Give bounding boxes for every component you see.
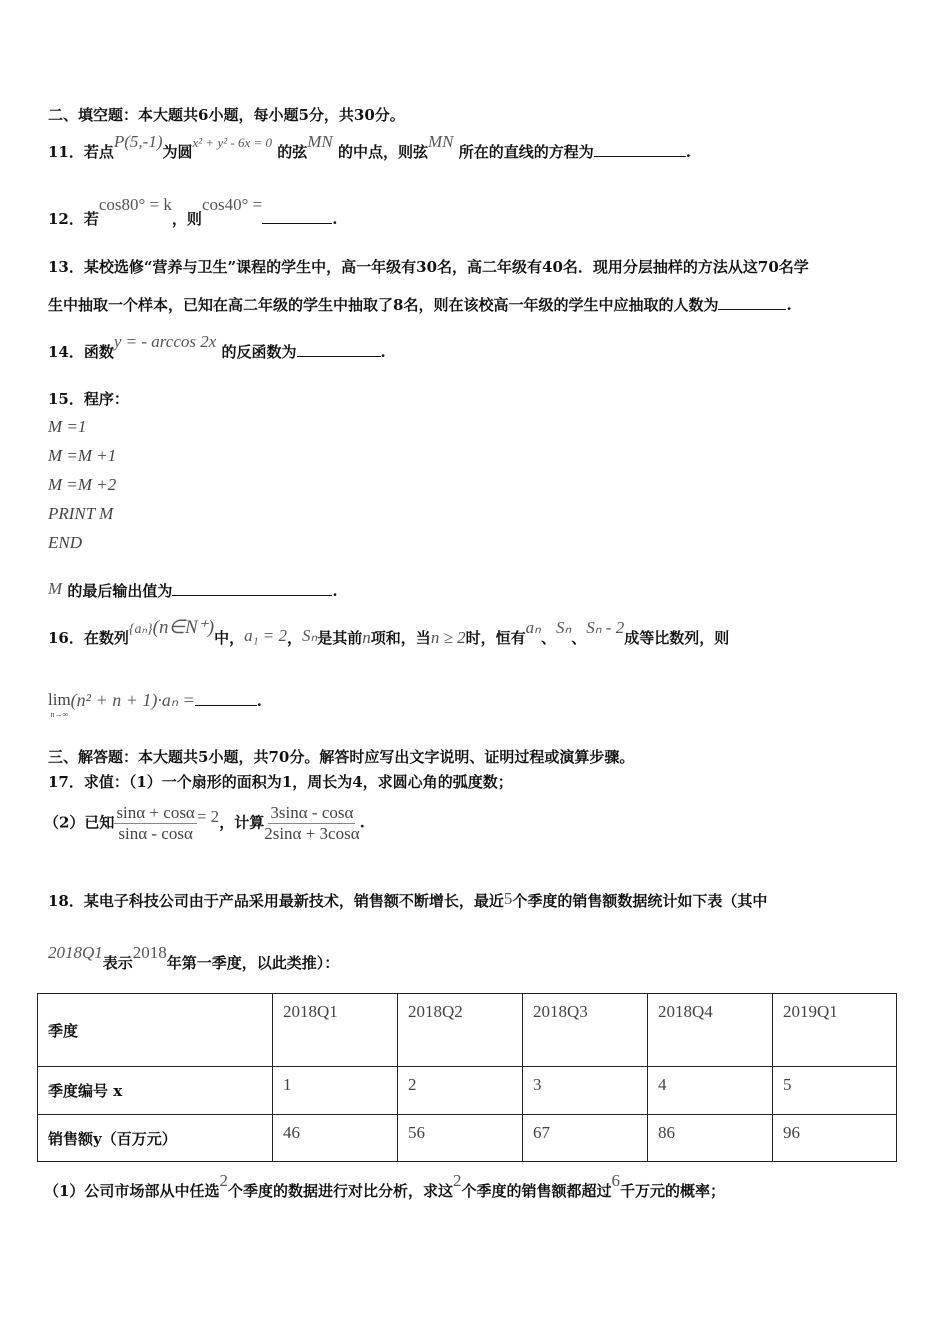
- q17-math: = 2: [196, 806, 220, 826]
- q18-text: 个季度的数据进行对比分析，求这: [227, 1182, 453, 1200]
- table-cell: 1: [273, 1067, 398, 1115]
- section-3-heading: 三、解答题：本大题共5小题，共70分。解答时应写出文字说明、证明过程或演算步骤。: [48, 748, 635, 766]
- q16-math: aₙ: [525, 618, 541, 637]
- table-row: [38, 994, 897, 1067]
- question-16: [48, 617, 730, 649]
- q18-text: 年第一季度，以此类推）：: [166, 954, 340, 972]
- q11-math: x² + y² - 6x = 0: [192, 135, 272, 150]
- q11-text: 的弦: [277, 143, 308, 161]
- q11-math: MN: [428, 132, 454, 151]
- period: .: [685, 143, 691, 161]
- answer-blank[interactable]: [195, 704, 257, 706]
- q16-text: 、: [540, 629, 556, 647]
- q16-text: 中，: [214, 629, 245, 647]
- q18-text: （1）公司市场部从中任选: [44, 1182, 220, 1200]
- q11-text: 的中点，则弦: [337, 143, 428, 161]
- q12-text: ，则: [171, 210, 202, 228]
- question-13-line2: [48, 294, 792, 315]
- table-cell: 3: [523, 1067, 648, 1115]
- denominator: 2sinα + 3cosα: [264, 824, 360, 843]
- table-cell: 2018Q4: [648, 994, 773, 1067]
- table-cell: 2018Q3: [523, 994, 648, 1067]
- table-cell: 46: [273, 1115, 398, 1162]
- q11-number: 11．若点: [48, 143, 114, 161]
- answer-blank[interactable]: [172, 594, 332, 596]
- table-cell: 2019Q1: [773, 994, 897, 1067]
- code-line: M =1: [48, 417, 87, 436]
- numerator: sinα + cosα: [116, 803, 195, 822]
- row-header: 季度编号 x: [38, 1067, 273, 1115]
- q15-text: 的最后输出值为: [67, 582, 173, 600]
- period: .: [380, 343, 386, 361]
- q18-math: 6: [611, 1171, 620, 1190]
- table-cell: 2018Q2: [398, 994, 523, 1067]
- q16-math: n: [362, 628, 371, 647]
- q16-text: 是其前: [317, 629, 363, 647]
- q11-text: 所在的直线的方程为: [458, 143, 594, 161]
- question-17-part2: [44, 803, 365, 844]
- q12-math: cos40° =: [201, 195, 263, 214]
- table-cell: 96: [773, 1115, 897, 1162]
- table-cell: 2018Q1: [273, 994, 398, 1067]
- q16-math: Sₙ: [555, 618, 572, 637]
- question-12: [48, 195, 338, 229]
- answer-blank[interactable]: [262, 222, 332, 224]
- q17-text: （2）已知: [44, 813, 115, 832]
- code-line: END: [48, 533, 82, 552]
- q16-math: {aₙ}: [128, 622, 153, 637]
- q11-text: 为圆: [162, 143, 193, 161]
- q18-text: 18．某电子科技公司由于产品采用最新技术，销售额不断增长，最近: [48, 892, 504, 910]
- row-header: 销售额y（百万元）: [38, 1115, 273, 1162]
- question-18-part1: [44, 1171, 725, 1201]
- period: .: [332, 210, 338, 228]
- q16-text: ，: [286, 629, 302, 647]
- q16-text: 项和，当: [370, 629, 431, 647]
- table-cell: 5: [773, 1067, 897, 1115]
- q16-math: (n∈N⁺): [152, 617, 215, 638]
- question-11: [48, 132, 691, 162]
- q16-math: Sₙ: [302, 626, 318, 645]
- table-cell: 2: [398, 1067, 523, 1115]
- q11-math: P(5,-1): [113, 132, 163, 151]
- q18-math: 2018: [132, 943, 167, 962]
- table-row: [38, 1115, 897, 1162]
- q16-math: Sₙ - 2: [586, 618, 625, 637]
- section-2-heading: 二、填空题：本大题共6小题，每小题5分，共30分。: [48, 106, 405, 124]
- lim-subscript: n→∞: [50, 710, 69, 719]
- q17-text: ，计算: [219, 813, 265, 832]
- table-cell: 4: [648, 1067, 773, 1115]
- q16-math: (n² + n + 1)·aₙ =: [70, 690, 195, 710]
- q14-number: 14．函数: [48, 343, 114, 361]
- period: .: [256, 692, 262, 710]
- q18-math: 2018Q1: [48, 943, 103, 962]
- denominator: sinα - cosα: [118, 824, 193, 843]
- question-17-part1: 17．求值：（1）一个扇形的面积为1，周长为4，求圆心角的弧度数；: [48, 773, 513, 791]
- q18-text: 个季度的销售额数据统计如下表（其中: [512, 892, 768, 910]
- period: .: [359, 813, 365, 832]
- question-18-line2: [48, 943, 340, 973]
- q16-text: 成等比数列，则: [624, 629, 730, 647]
- code-line: PRINT M: [48, 504, 114, 523]
- sales-table: [37, 993, 897, 1162]
- table-cell: 67: [523, 1115, 648, 1162]
- code-line: M =M +2: [48, 475, 117, 494]
- question-14: [48, 332, 386, 362]
- q11-math: MN: [307, 132, 333, 151]
- q14-text: 的反函数为: [221, 343, 297, 361]
- question-15-answer: [48, 580, 338, 601]
- question-15: 15．程序：: [48, 390, 129, 408]
- q18-text: 表示: [102, 954, 133, 972]
- q16-text: 时，恒有: [465, 629, 526, 647]
- lim: lim: [48, 690, 71, 709]
- q18-text: 个季度的销售额都超过: [461, 1182, 612, 1200]
- q18-math: 5: [503, 889, 513, 908]
- period: .: [332, 582, 338, 600]
- q12-math: cos80° = k: [98, 195, 172, 214]
- q18-math: 2: [219, 1171, 228, 1190]
- q14-math: y = - arccos 2x: [113, 332, 217, 351]
- row-header: 季度: [38, 994, 273, 1067]
- q16-text: 、: [571, 629, 587, 647]
- fraction: [114, 803, 196, 844]
- answer-blank[interactable]: [594, 155, 686, 157]
- fraction: [264, 803, 359, 844]
- question-13-line1: 13．某校选修“营养与卫生”课程的学生中，高一年级有30名，高二年级有40名．现用分层抽样的方法从这70名学: [48, 258, 809, 276]
- q16-math: a₁ = 2: [244, 626, 287, 645]
- numerator: 3sinα - cosα: [270, 803, 354, 822]
- q18-text: 千万元的概率；: [619, 1182, 725, 1200]
- answer-blank[interactable]: [718, 308, 786, 310]
- table-cell: 86: [648, 1115, 773, 1162]
- table-cell: 56: [398, 1115, 523, 1162]
- question-16-limit: [48, 690, 262, 719]
- q13-text: 生中抽取一个样本，已知在高二年级的学生中抽取了8名，则在该校高一年级的学生中应抽取的人数为: [48, 296, 719, 314]
- code-line: M =M +1: [48, 446, 117, 465]
- question-18-line1: [48, 890, 767, 911]
- q15-math: M: [48, 579, 63, 598]
- q16-number: 16．在数列: [48, 629, 129, 647]
- table-row: [38, 1067, 897, 1115]
- q16-math: n ≥ 2: [430, 628, 466, 647]
- period: .: [786, 296, 792, 314]
- q18-math: 2: [452, 1171, 462, 1190]
- q12-number: 12．若: [48, 210, 99, 228]
- answer-blank[interactable]: [297, 355, 381, 357]
